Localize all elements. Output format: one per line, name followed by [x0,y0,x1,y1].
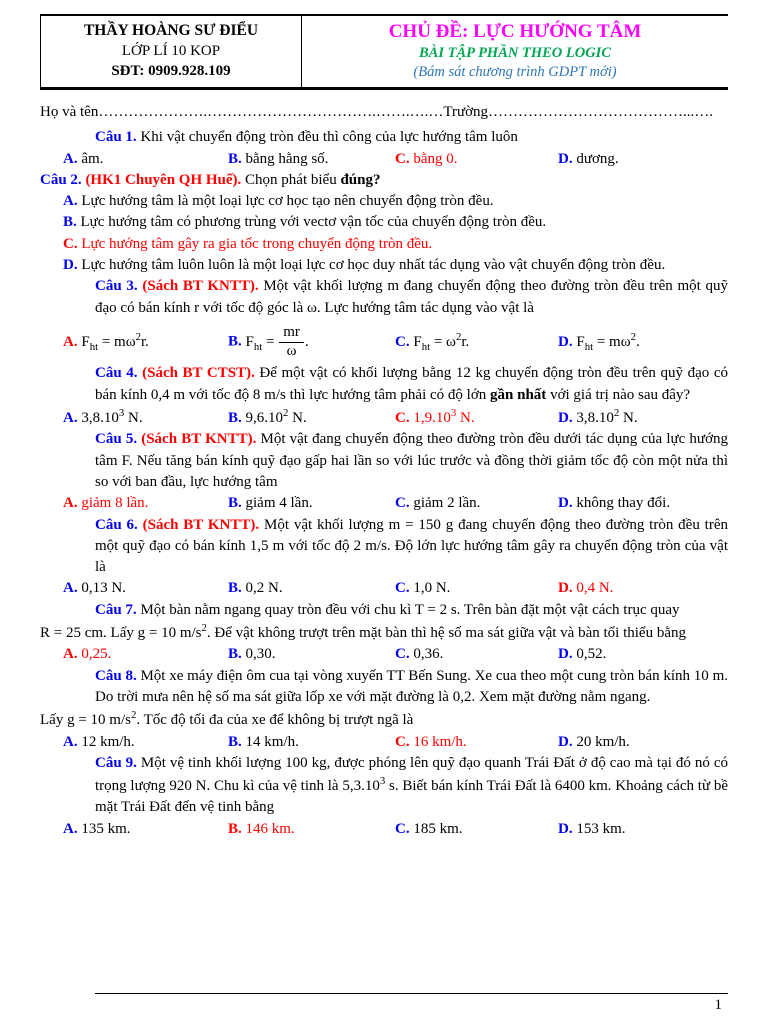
option-text: 146 km. [245,820,295,837]
option-text: 0,4 N. [576,580,614,597]
option-text: 16 km/h. [413,733,467,750]
option-B [228,644,395,665]
question-text-segment: Khi vật chuyển động tròn đều thì công của lực hướng tâm luôn [140,129,518,146]
option-B [228,493,395,514]
option-letter: D. [558,646,577,663]
question-statement [95,127,728,148]
question-label: Câu 7. [95,601,141,618]
question-statement [95,363,728,406]
question-label: Câu 5. [95,431,142,448]
question-statement [95,276,728,319]
options-row [63,819,728,840]
option-letter: D. [558,150,577,167]
option-A [40,191,728,212]
question-label: Câu 8. [95,667,141,684]
option-letter: D. [63,257,82,274]
fraction: $\frac{mr}{\omega}$ [279,325,304,360]
option-text: Lực hướng tâm là một loại lực cơ học tạo nên chuyển động tròn đều. [81,193,494,210]
option-letter: D. [558,333,577,350]
question-statement [95,515,728,579]
option-text: 0,25. [81,646,112,663]
option-text: dương. [576,150,619,167]
option-A [63,493,228,514]
question-label: Câu 9. [95,754,141,771]
question-text-segment: Một xe máy điện ôm cua tại vòng xuyến TT Bến Sung. Xe cua theo một cung tròn bán kính 10 m. Do trời mưa nên hệ số ma sát giữa lốp xe với mặt đường là 0,2. Xem mặt đường nằm ngang. [95,667,728,705]
page-number: 1 [714,997,722,1013]
option-text: $F_{ht} = m\omega^2r$. [81,330,149,353]
option-letter: D. [558,495,577,512]
class-name: LỚP LÍ 10 KOP [121,43,221,59]
option-D [40,255,728,276]
option-letter: A. [63,333,82,350]
option-C [395,819,558,840]
question-8 [40,666,728,753]
question-label: Câu 4. [95,365,143,382]
option-D [558,819,728,840]
option-D [558,732,728,753]
options-row [63,493,728,514]
question-source: (Sách BT KNTT). [142,278,264,295]
option-A [63,578,228,599]
question-2 [40,170,728,276]
header [40,14,728,90]
option-text: 185 km. [413,820,463,837]
option-C [395,578,558,599]
option-letter: B. [228,150,246,167]
option-B [228,325,395,360]
option-letter: C. [395,150,414,167]
question-continuation: Lấy g = 10 $m/s^2$. Tốc độ tối đa của xe để không bị trượt ngã là [40,709,414,729]
question-statement [95,429,728,493]
teacher-info-box [40,16,302,87]
option-letter: C. [395,733,414,750]
option-text: bằng 0. [413,150,458,167]
question-9 [40,753,728,840]
option-letter: A. [63,646,82,663]
option-D [558,493,728,514]
option-text: 9,6.10$^2$ N. [245,407,307,427]
option-text: không thay đổi. [576,495,671,512]
question-1 [40,127,728,170]
option-A [63,819,228,840]
question-label: Câu 3. [95,278,143,295]
option-A [63,732,228,753]
page-footer [95,993,728,1014]
curriculum-note: (Bám sát chương trình GDPT mới) [413,64,617,80]
option-text: 14 km/h. [245,733,299,750]
question-label: Câu 2. [40,171,86,188]
option-C [395,493,558,514]
option-letter: B. [228,580,246,597]
question-text-segment: Một vật đang chuyển động theo đường tròn đều dưới tác dụng của lực hướng tâm F. Nếu tăng bán kính quỹ đạo gấp hai lần so với lúc trước và đồng thời giảm tốc độ còn một nửa thì so với ban đầu, lực hướng tâm [95,431,728,490]
option-letter: B. [228,410,246,427]
option-D [558,644,728,665]
question-label: Câu 1. [95,129,141,146]
option-A [63,644,228,665]
option-text: âm. [81,150,104,167]
options-row [63,644,728,665]
option-text: 0,13 N. [81,580,126,597]
question-3 [40,276,728,363]
option-letter: C. [395,495,414,512]
option-text: Lực hướng tâm có phương trùng với vectơ vận tốc của chuyển động tròn đều. [80,214,547,231]
option-B [228,819,395,840]
option-letter: C. [395,580,414,597]
option-letter: C. [395,410,414,427]
option-text: 0,30. [245,646,276,663]
question-text-segment: Chọn phát biểu [245,171,341,188]
option-D [558,330,728,355]
question-text-segment: Một vệ tinh khối lượng 100 kg, được phóng lên quỹ đạo quanh Trái Đất ở độ cao mà tại đó nó có trọng lượng 920 N. Chu kì của vệ tinh là 5,3.10$^3$ s. Biết bán kính Trái Đất là 6400 km. Khoảng cách từ bề mặt Trái Đất đến vệ tinh bằng [95,754,728,816]
question-text-segment: Để một vật có khối lượng bằng 12 kg chuyển động tròn đều trên quỹ đạo có bán kính 0,4 m với tốc độ 8 m/s thì lực hướng tâm phải có độ lớn [95,365,728,403]
options-row [63,319,728,364]
option-text: 1,0 N. [413,580,451,597]
question-text-segment: đúng? [340,171,381,188]
option-D [558,406,728,429]
option-letter: C. [395,333,414,350]
option-letter: B. [228,333,246,350]
option-text: $F_{ht} = \omega^2r$. [413,330,470,353]
option-letter: D. [558,733,577,750]
options-row [63,578,728,599]
option-letter: A. [63,193,82,210]
option-D [558,578,728,599]
question-source: (Sách BT CTST). [142,365,260,382]
option-text: 135 km. [81,820,131,837]
option-C [395,732,558,753]
question-statement [95,666,728,709]
option-letter: A. [63,820,82,837]
option-letter: D. [558,580,577,597]
option-letter: D. [558,410,577,427]
option-letter: B. [228,733,246,750]
options-row [63,732,728,753]
header-title-block [302,16,728,87]
question-6 [40,515,728,600]
option-text: giảm 2 lần. [413,495,481,512]
option-C [40,234,728,255]
option-letter: A. [63,733,82,750]
option-text: Lực hướng tâm gây ra gia tốc trong chuyển động tròn đều. [81,235,433,252]
option-letter: A. [63,495,82,512]
topic-title: CHỦ ĐỀ: LỰC HƯỚNG TÂM [388,21,642,42]
option-letter: A. [63,580,82,597]
option-C [395,406,558,429]
option-text: 12 km/h. [81,733,135,750]
question-text-segment: Một bàn nằm ngang quay tròn đều với chu kì T = 2 s. Trên bàn đặt một vật cách trục quay [140,601,680,618]
option-B [228,578,395,599]
option-B [40,212,728,233]
name-school-line: Họ và tên………………….…………………………….…….….…Trường…………………………………...…. [40,104,714,120]
option-text: bằng hằng số. [245,150,329,167]
option-text: 3,8.10$^2$ N. [576,407,638,427]
option-A [63,406,228,429]
phone-number: SĐT: 0909.928.109 [111,63,231,79]
question-4 [40,363,728,429]
option-B [228,406,395,429]
option-letter: B. [63,214,81,231]
question-text-segment: với giá trị nào sau đây? [546,386,691,403]
question-source: (HK1 Chuyên QH Huế). [85,171,246,188]
option-B [228,149,395,170]
questions-list [40,127,728,840]
option-text: 1,9.10$^3$ N. [413,407,475,427]
option-letter: C. [395,820,414,837]
question-source: (Sách BT KNTT). [141,431,261,448]
question-statement [95,600,728,621]
option-text: 0,52. [576,646,607,663]
question-source: (Sách BT KNTT). [142,516,264,533]
option-letter: B. [228,495,246,512]
question-statement [40,170,728,191]
option-D [558,149,728,170]
option-letter: B. [228,646,246,663]
option-A [63,149,228,170]
option-text: giảm 4 lần. [245,495,313,512]
question-text-segment: Một vật khối lượng m đang chuyển động theo đường tròn đều trên một quỹ đạo có bán kính r với tốc độ góc là ω. Lực hướng tâm tác dụng vào vật là [95,278,728,316]
option-C [395,149,558,170]
topic-subtitle: BÀI TẬP PHẦN THEO LOGIC [418,45,611,61]
option-text: Lực hướng tâm luôn luôn là một loại lực cơ học duy nhất tác dụng vào vật chuyển động tròn đều. [81,257,666,274]
option-letter: D. [558,820,577,837]
option-text: 153 km. [576,820,626,837]
question-label: Câu 6. [95,516,143,533]
option-letter: A. [63,410,82,427]
option-letter: C. [395,646,414,663]
teacher-name: THẦY HOÀNG SƯ ĐIỂU [83,22,259,39]
option-letter: A. [63,150,82,167]
option-text: giảm 8 lần. [81,495,149,512]
question-5 [40,429,728,514]
question-continuation: R = 25 cm. Lấy g = 10 $m/s^2$. Để vật không trượt trên mặt bàn thì hệ số ma sát giữa vật và bàn tối thiểu bằng [40,622,686,642]
option-B [228,732,395,753]
options-row [63,406,728,429]
option-text: $F_{ht}$ = $\frac{mr}{\omega}$ . [245,323,309,359]
option-C [395,330,558,355]
question-text-segment: gần nhất [490,386,547,403]
question-statement [95,753,728,819]
question-text-segment: Một vật khối lượng m = 150 g đang chuyển động theo đường tròn đều trên một quỹ đạo có bán kính 1,5 m với tốc độ 2 m/s. Độ lớn lực hướng tâm gây ra chuyển động tròn của vật là [95,516,728,576]
options-row [63,149,728,170]
option-text: 0,36. [413,646,444,663]
question-7 [40,600,728,666]
option-letter: C. [63,235,82,252]
option-text: $F_{ht} = m\omega^2$. [576,330,640,353]
option-text: 3,8.10$^3$ N. [81,407,143,427]
option-C [395,644,558,665]
option-text: 0,2 N. [245,580,283,597]
option-text: 20 km/h. [576,733,630,750]
option-A [63,330,228,355]
option-letter: B. [228,820,246,837]
